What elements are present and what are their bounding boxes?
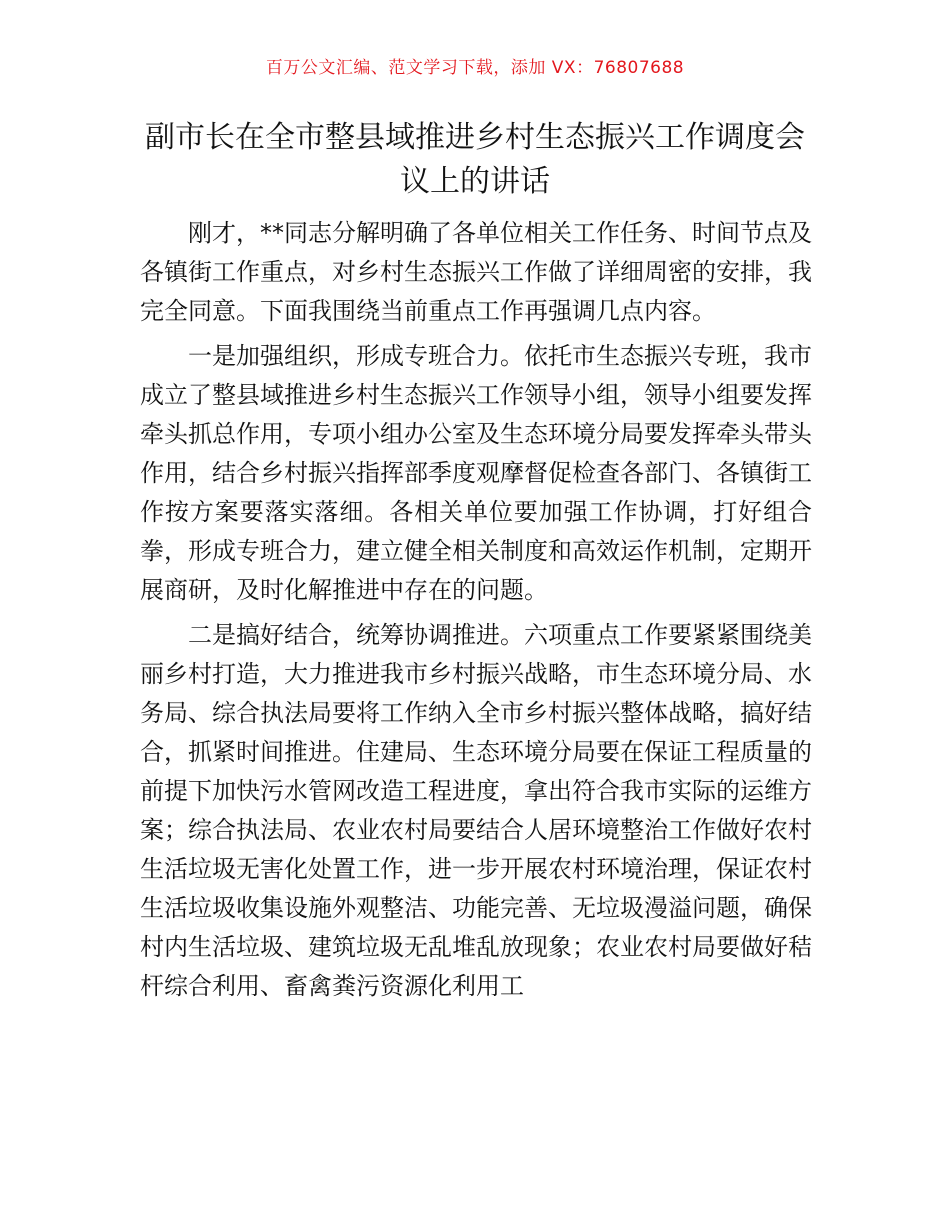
page-title: 副市长在全市整县域推进乡村生态振兴工作调度会议上的讲话 — [145, 120, 805, 199]
paragraph-intro: 刚才，**同志分解明确了各单位相关工作任务、时间节点及各镇街工作重点，对乡村生态振兴工作做了详细周密的安排，我完全同意。下面我围绕当前重点工作再强调几点内容。 — [140, 219, 812, 325]
document-body — [140, 214, 812, 1012]
paragraph-point-one: 一是加强组织，形成专班合力。依托市生态振兴专班，我市成立了整县域推进乡村生态振兴工作领导小组，领导小组要发挥牵头抓总作用，专项小组办公室及生态环境分局要发挥牵头带头作用，结合乡村振兴指挥部季度观摩督促检查各部门、各镇街工作按方案要落实落细。各相关单位要加强工作协调，打好组合拳，形成专班合力，建立健全相关制度和高效运作机制，定期开展商研，及时化解推进中存在的问题。 — [140, 342, 812, 604]
header-banner: 百万公文汇编、范文学习下载，添加 VX：76807688 — [265, 58, 685, 78]
paragraph-point-two: 二是搞好结合，统筹协调推进。六项重点工作要紧紧围绕美丽乡村打造，大力推进我市乡村振兴战略，市生态环境分局、水务局、综合执法局要将工作纳入全市乡村振兴整体战略，搞好结合，抓紧时间推进。住建局、生态环境分局要在保证工程质量的前提下加快污水管网改造工程进度，拿出符合我市实际的运维方案；综合执法局、农业农村局要结合人居环境整治工作做好农村生活垃圾无害化处置工作，进一步开展农村环境治理，保证农村生活垃圾收集设施外观整洁、功能完善、无垃圾漫溢问题，确保村内生活垃圾、建筑垃圾无乱堆乱放现象；农业农村局要做好秸杆综合利用、畜禽粪污资源化利用工 — [140, 621, 812, 1000]
